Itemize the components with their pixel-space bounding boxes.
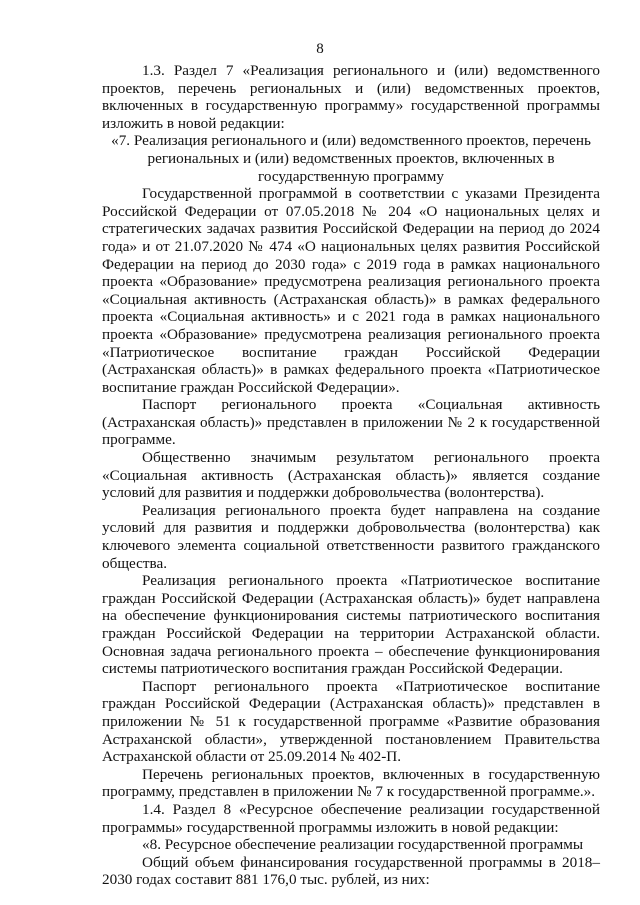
paragraph-funding-total: Общий объем финансирования государственной программы в 2018–2030 годах составит 881 176,0 тыс. рублей, из них: xyxy=(102,853,600,889)
paragraph-passport-patriotic: Паспорт регионального проекта «Патриотическое воспитание граждан Российской Федерации (Астраханская область)» представлен в приложении № 51 к государственной программе «Развитие образования Астраханской области», утвержденной постановлением Правительства Астраханской области от 25.09.2014 № 402-П. xyxy=(102,677,600,766)
paragraph-volunteering: Реализация регионального проекта будет направлена на создание условий для развития и поддержки добровольчества (волонтерства) как ключевого элемента социальной ответственности развитого гражданского общества. xyxy=(102,501,600,572)
paragraph-social-result: Общественно значимым результатом регионального проекта «Социальная активность (Астраханская область)» является создание условий для развития и поддержки добровольчества (волонтерства). xyxy=(102,449,600,502)
paragraph-national-goals: Государственной программой в соответствии с указами Президента Российской Федерации от 07.05.2018 № 204 «О национальных целях и стратегических задачах развития Российской Федерации на период до 2024 года» и от 21.07.2020 № 474 «О национальных целях развития Российской Федерации на период до 2030 года» с 2019 года в рамках национального проекта «Образование» предусмотрена реализация регионального проекта «Социальная активность (Астраханская область)» в рамках федерального проекта «Социальная активность» и с 2021 года в рамках национального проекта «Образование» предусмотрена реализация регионального проекта «Патриотическое воспитание граждан Российской Федерации (Астраханская область)» в рамках федерального проекта «Патриотическое воспитание граждан Российской Федерации». xyxy=(102,185,600,396)
paragraph-patriotic-project: Реализация регионального проекта «Патриотическое воспитание граждан Российской Федерации (Астраханская область)» будет направлена на обеспечение функционирования системы патриотического воспитания граждан Российской Федерации на территории Астраханской области. Основная задача регионального проекта – обеспечение функционирования системы патриотического воспитания граждан Российской Федерации. xyxy=(102,572,600,678)
document-body xyxy=(102,62,600,889)
paragraph-section-1-3: 1.3. Раздел 7 «Реализация регионального и (или) ведомственного проектов, перечень региональных и (или) ведомственных проектов, включенных в государственную программу» государственной программы изложить в новой редакции: xyxy=(102,62,600,132)
paragraph-section-1-4: 1.4. Раздел 8 «Ресурсное обеспечение реализации государственной программы» государственной программы изложить в новой редакции: xyxy=(102,800,600,836)
paragraph-passport-social: Паспорт регионального проекта «Социальная активность (Астраханская область)» представлен в приложении № 2 к государственной программе. xyxy=(102,396,600,449)
page-number: 8 xyxy=(316,41,324,57)
section-8-heading: «8. Ресурсное обеспечение реализации государственной программы xyxy=(142,836,584,854)
paragraph-projects-list: Перечень региональных проектов, включенных в государственную программу, представлен в приложении № 7 к государственной программе.». xyxy=(102,765,600,801)
section-7-heading: «7. Реализация регионального и (или) ведомственного проектов, перечень региональных и (или) ведомственных проектов, включенных в государственную программу xyxy=(111,132,591,185)
